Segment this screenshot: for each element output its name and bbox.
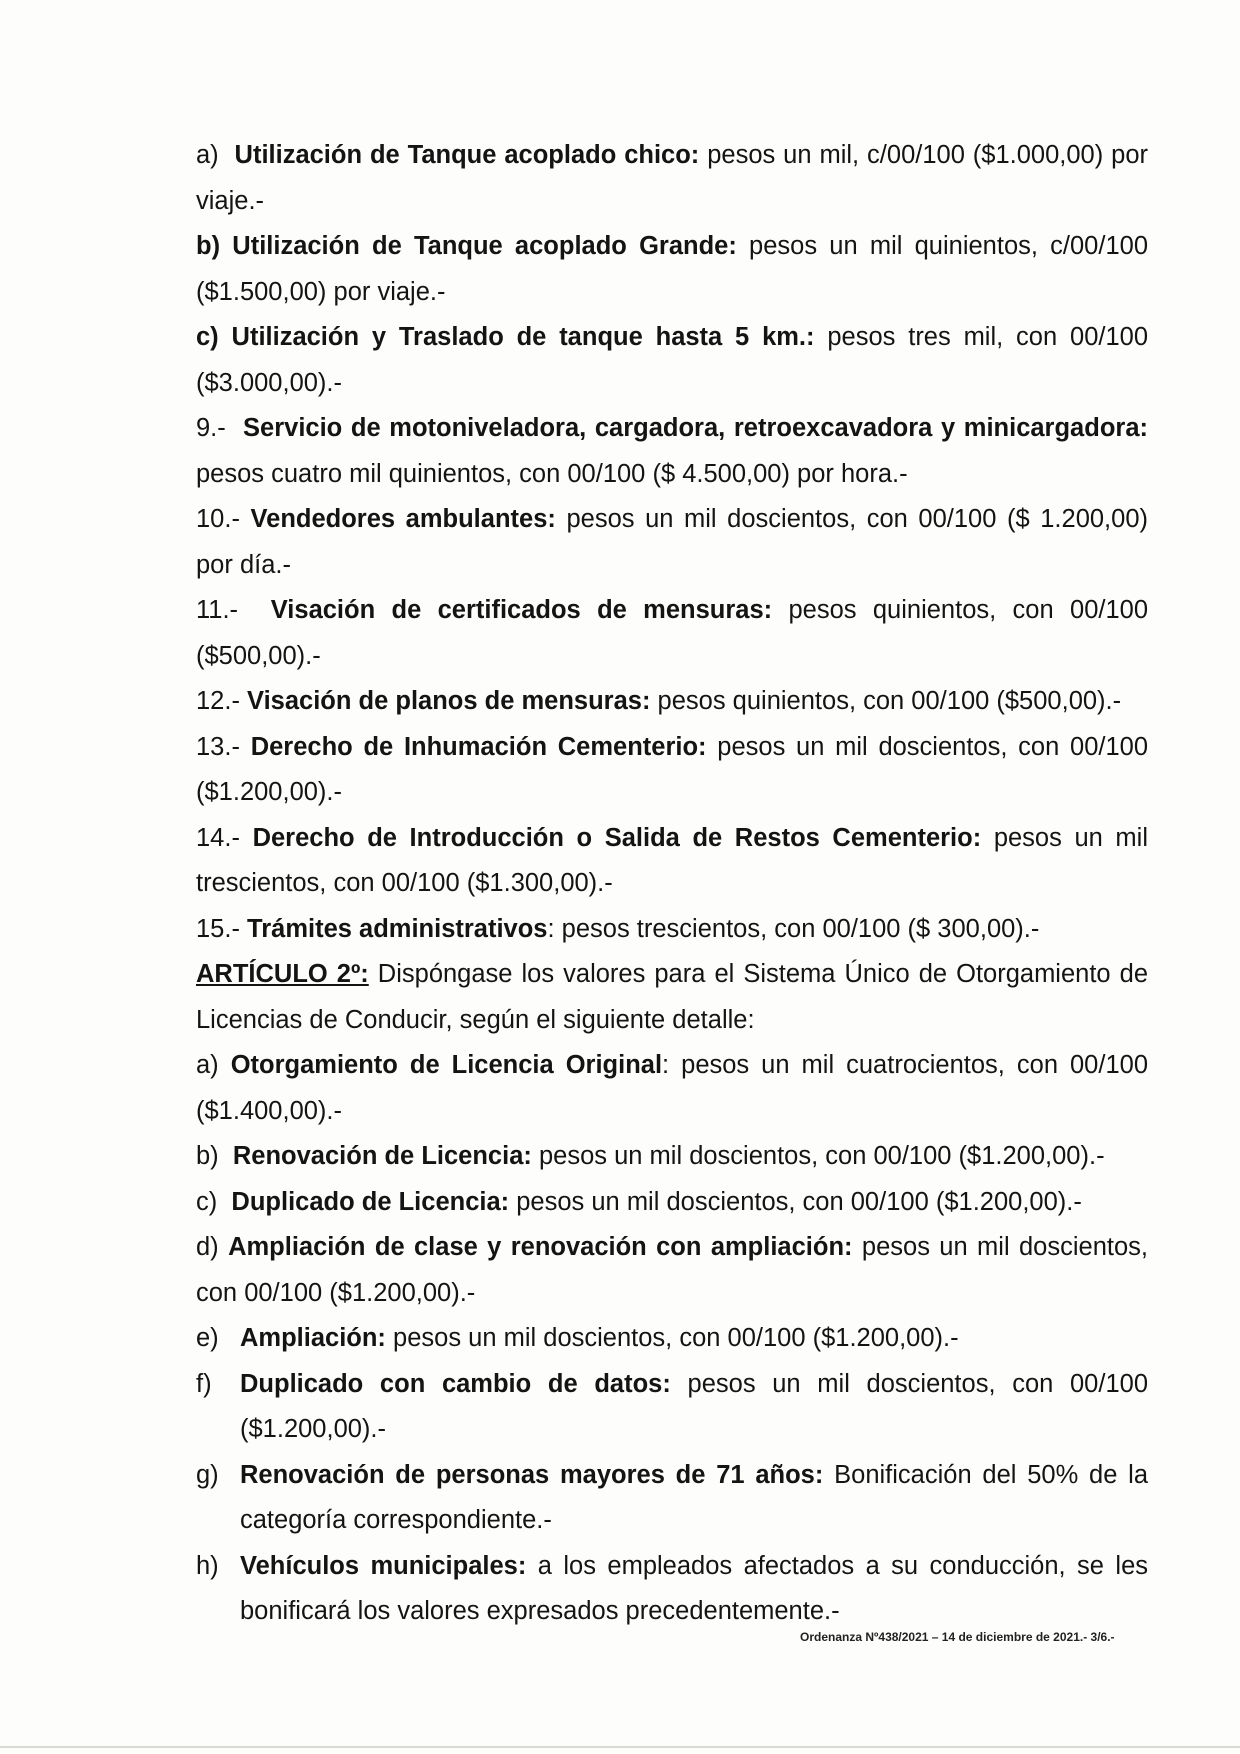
licencia-f-cambio-datos: f) Duplicado con cambio de datos: pesos un mil doscientos, con 00/100 ($1.200,00).- xyxy=(196,1369,1148,1443)
licencia-a-original: a) Otorgamiento de Licencia Original: pesos un mil cuatrocientos, con 00/100 ($1.400,00).- xyxy=(196,1051,1148,1125)
item-c-traslado-tanque: c) Utilización y Traslado de tanque hasta 5 km.: pesos tres mil, con 00/100 ($3.000,00).- xyxy=(196,323,1149,397)
item-15-tramites: 15.- Trámites administrativos: pesos trescientos, con 00/100 ($ 300,00).- xyxy=(196,914,1040,943)
licencia-c-duplicado: c) Duplicado de Licencia: pesos un mil doscientos, con 00/100 ($1.200,00).- xyxy=(196,1187,1082,1216)
licencia-e-ampliacion: e) Ampliación: pesos un mil doscientos, con 00/100 ($1.200,00).- xyxy=(196,1324,959,1352)
item-9-motoniveladora: 9.- Servicio de motoniveladora, cargadora, retroexcavadora y minicargadora: pesos cuatro mil quinientos, con 00/100 ($ 4.500,00) por hora.- xyxy=(196,414,1148,488)
item-a-tanque-chico: a) Utilización de Tanque acoplado chico: pesos un mil, c/00/100 ($1.000,00) por viaje.- xyxy=(196,141,1148,215)
article-2: ARTÍCULO 2º: Dispóngase los valores para el Sistema Único de Otorgamiento de Licencias de Conducir, según el siguiente detalle: xyxy=(196,960,1149,1034)
document-body xyxy=(196,133,1148,1635)
licencia-g-mayores-71: g) Renovación de personas mayores de 71 años: Bonificación del 50% de la categoría correspondiente.- xyxy=(196,1460,1149,1534)
item-12-planos: 12.- Visación de planos de mensuras: pesos quinientos, con 00/100 ($500,00).- xyxy=(196,687,1122,715)
scan-edge-divider xyxy=(0,1746,1240,1748)
item-11-certificados: 11.- Visación de certificados de mensuras: pesos quinientos, con 00/100 ($500,00).- xyxy=(196,596,1149,670)
licencia-b-renovacion: b) Renovación de Licencia: pesos un mil doscientos, con 00/100 ($1.200,00).- xyxy=(196,1142,1105,1170)
page-footer: Ordenanza Nº438/2021 – 14 de diciembre de 2021.- 3/6.- xyxy=(800,1630,1115,1644)
item-14-restos: 14.- Derecho de Introducción o Salida de Restos Cementerio: pesos un mil trescientos, con 00/100 ($1.300,00).- xyxy=(196,823,1148,897)
licencia-d-ampliacion-clase: d) Ampliación de clase y renovación con ampliación: pesos un mil doscientos, con 00/100 ($1.200,00).- xyxy=(196,1233,1148,1307)
item-b-tanque-grande: b) Utilización de Tanque acoplado Grande: pesos un mil quinientos, c/00/100 ($1.500,00) por viaje.- xyxy=(196,232,1148,306)
article-heading: ARTÍCULO 2º: xyxy=(196,960,369,988)
item-13-inhumacion: 13.- Derecho de Inhumación Cementerio: pesos un mil doscientos, con 00/100 ($1.200,00).- xyxy=(196,732,1149,806)
licencia-h-vehiculos-municipales: h) Vehículos municipales: a los empleados afectados a su conducción, se les bonificará los valores expresados precedentemente.- xyxy=(196,1551,1148,1625)
item-10-vendedores: 10.- Vendedores ambulantes: pesos un mil doscientos, con 00/100 ($ 1.200,00) por día.- xyxy=(196,505,1148,579)
